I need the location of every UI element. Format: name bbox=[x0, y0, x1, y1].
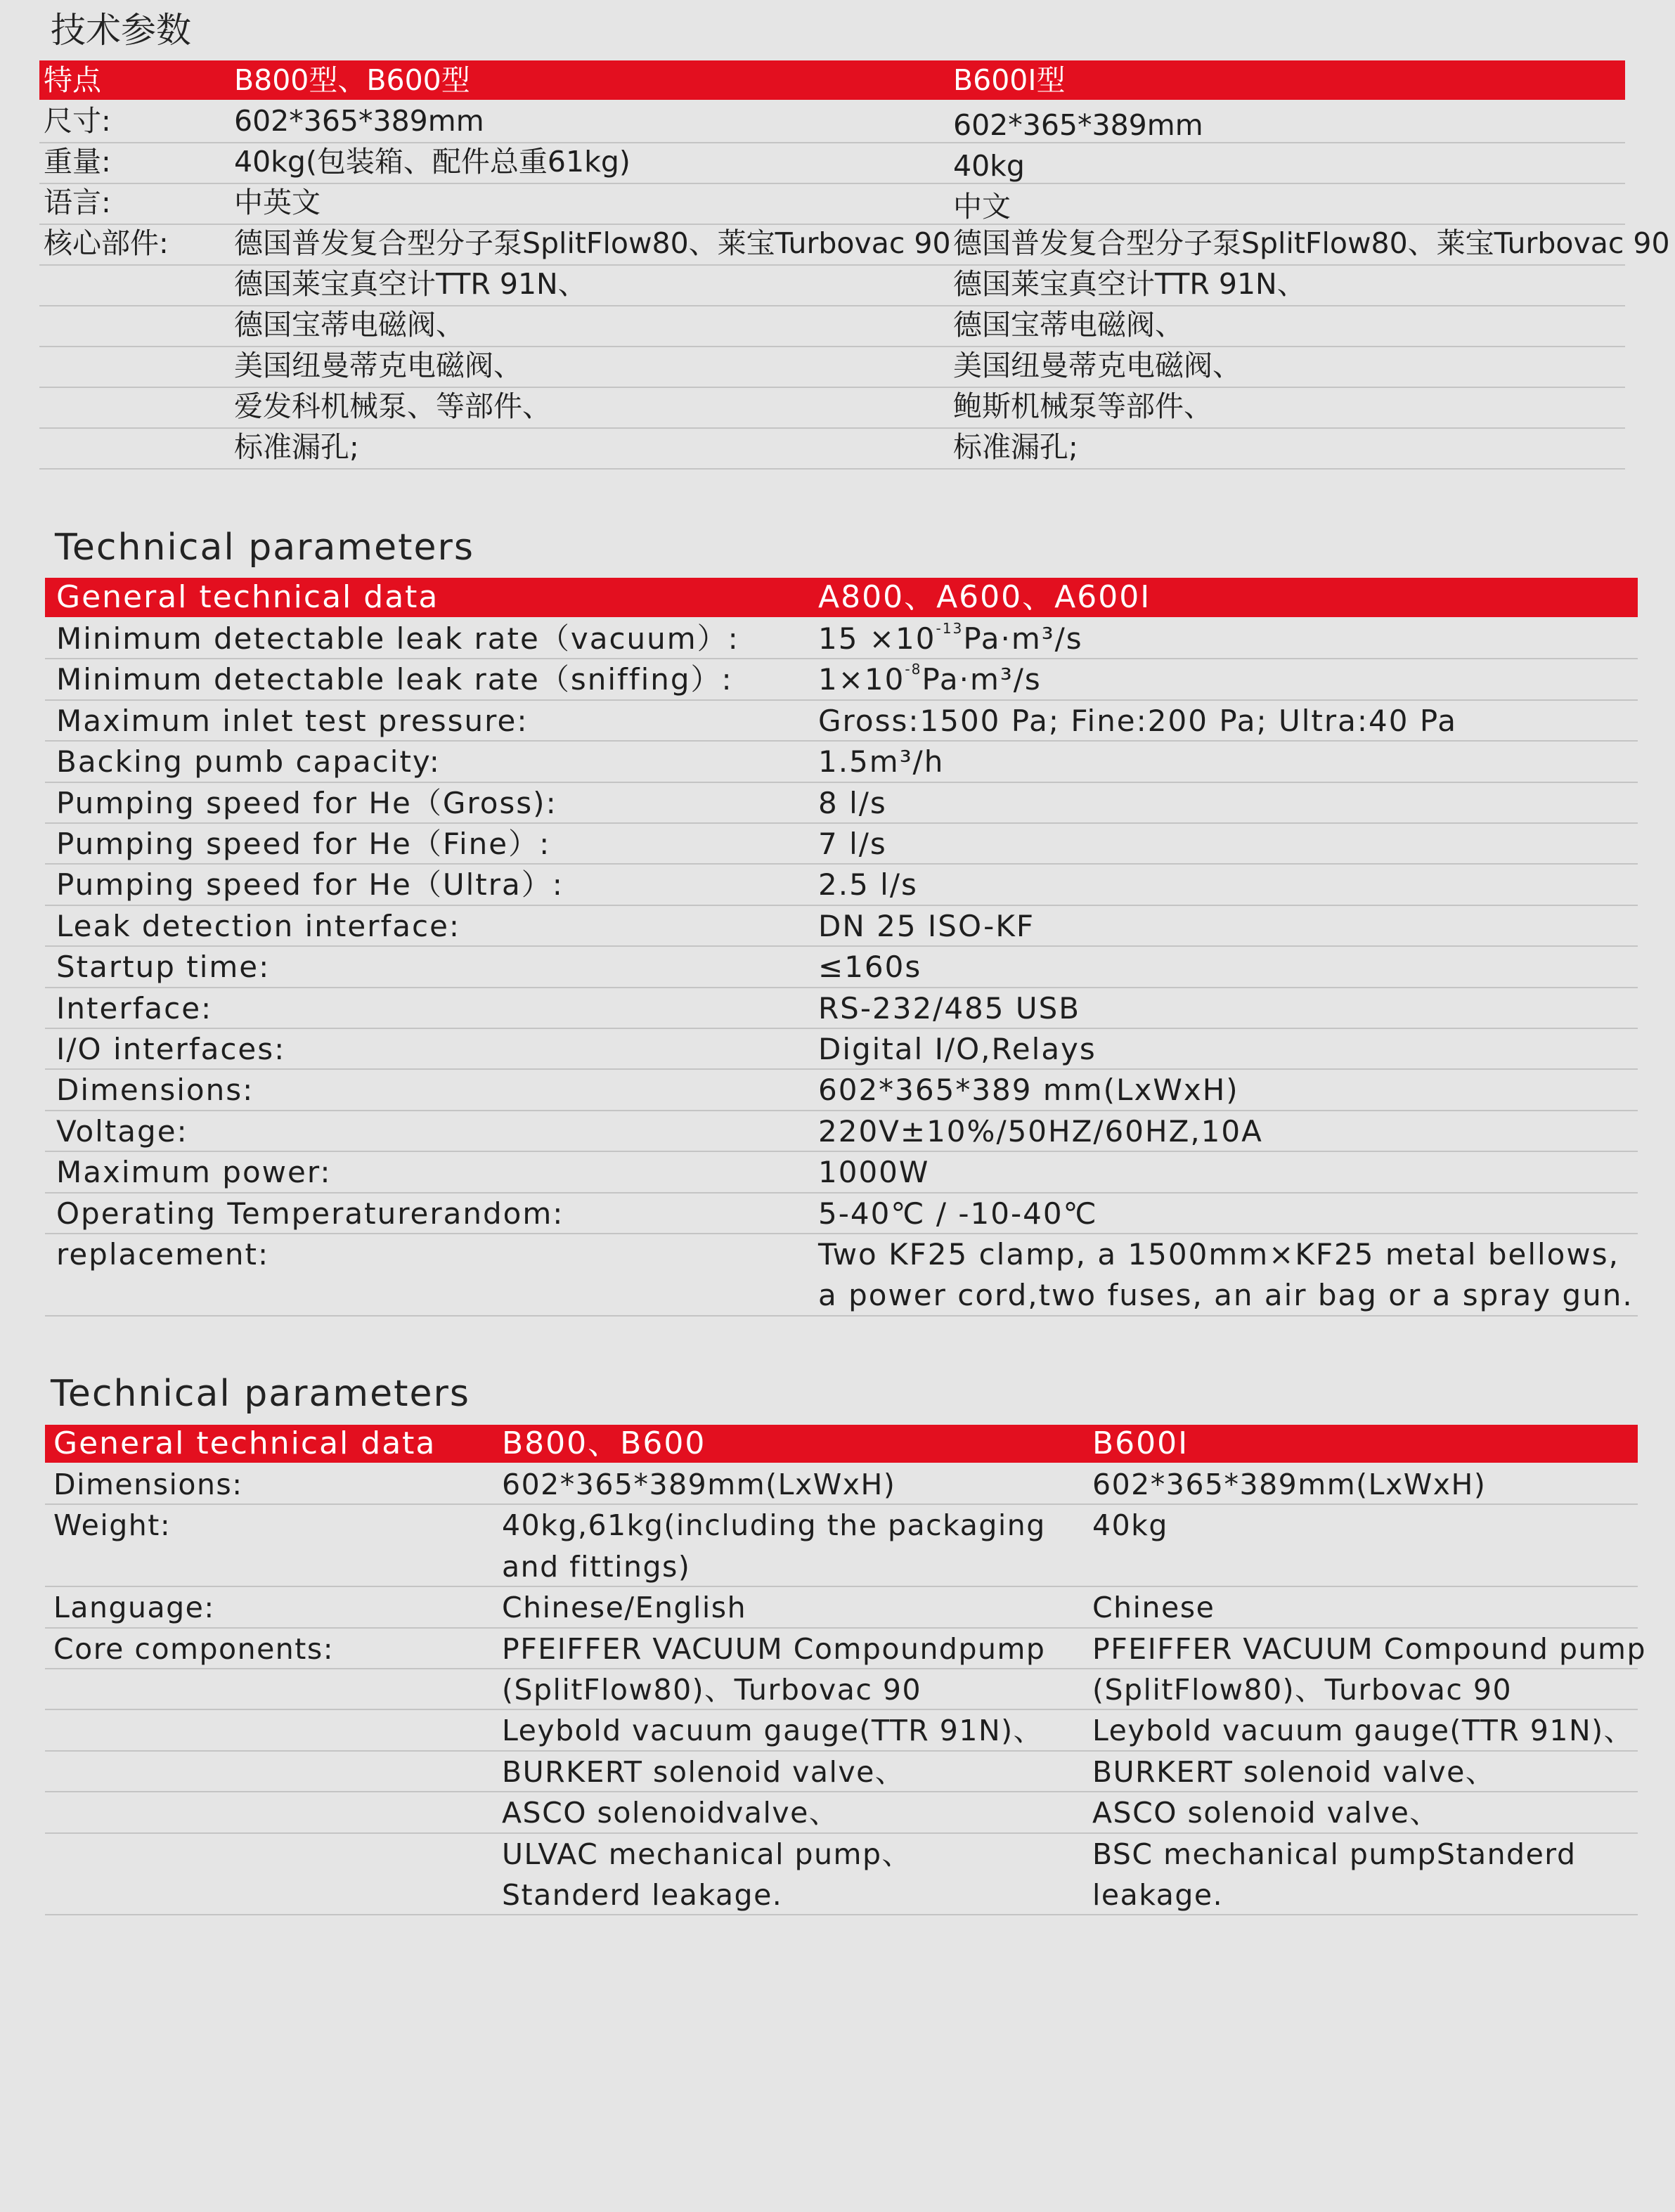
table-row bbox=[45, 1587, 1638, 1628]
value-b600i: 602*365*389mm bbox=[953, 108, 1203, 142]
value-b600i: 40kg bbox=[1092, 1508, 1168, 1543]
table-row bbox=[45, 701, 1638, 742]
row-value: ≤160s bbox=[818, 950, 922, 985]
value-b800-b600: ASCO solenoidvalve、 bbox=[502, 1796, 839, 1830]
table-row bbox=[45, 1111, 1638, 1152]
row-value: $1\times 10^{-8}Pa\cdot m^3/s$ bbox=[818, 661, 1042, 697]
row-label: Minimum detectable leak rate（vacuum）: bbox=[56, 621, 739, 656]
value-b800-b600: 标准漏孔; bbox=[234, 430, 359, 464]
row-value: Two KF25 clamp, a 1500mm×KF25 metal bellows, a power cord,two fuses, an air bag or a spray gun. bbox=[818, 1237, 1634, 1313]
table-row bbox=[39, 388, 1625, 429]
row-label: Maximum power: bbox=[56, 1155, 332, 1190]
table-row bbox=[39, 225, 1670, 266]
table-row bbox=[45, 1234, 1638, 1317]
table-row bbox=[45, 1464, 1638, 1505]
value-b800-b600: PFEIFFER VACUUM Compoundpump bbox=[502, 1631, 1046, 1666]
row-label: 核心部件: bbox=[44, 226, 169, 260]
row-label: Voltage: bbox=[56, 1113, 188, 1149]
table-header bbox=[45, 578, 1638, 617]
value-b600i: 中文 bbox=[953, 190, 1011, 224]
value-b600i: PFEIFFER VACUUM Compound pump bbox=[1092, 1631, 1646, 1666]
row-label: Operating Temperaturerandom: bbox=[56, 1196, 564, 1231]
row-label: 尺寸: bbox=[44, 104, 111, 138]
value-b800-b600: 美国纽曼蒂克电磁阀、 bbox=[234, 349, 522, 382]
value-b600i: 美国纽曼蒂克电磁阀、 bbox=[953, 349, 1241, 382]
value-b800-b600: 爱发科机械泵、等部件、 bbox=[234, 389, 551, 423]
row-label: Pumping speed for He（Fine）: bbox=[56, 827, 551, 861]
value-b800-b600: Chinese/English bbox=[502, 1591, 747, 1625]
value-b600i: 德国莱宝真空计TTR 91N、 bbox=[953, 267, 1306, 301]
table-row bbox=[45, 865, 1638, 905]
row-value: 8 l/s bbox=[818, 785, 887, 820]
table-row bbox=[39, 184, 1625, 225]
table-row bbox=[45, 1505, 1638, 1587]
section-title-b-series: Technical parameters bbox=[51, 1373, 470, 1415]
value-b800-b600: 40kg(包装箱、配件总重61kg) bbox=[234, 145, 630, 179]
header-model-b600i: B600I bbox=[1092, 1425, 1189, 1461]
row-label: Language: bbox=[53, 1591, 215, 1625]
row-label: Interface: bbox=[56, 990, 213, 1026]
section-title-general: Technical parameters bbox=[55, 526, 474, 569]
header-model-b600i: B600I型 bbox=[953, 63, 1066, 97]
header-model-b800-b600: B800、B600 bbox=[502, 1425, 706, 1461]
table-row bbox=[45, 1834, 1638, 1916]
table-row bbox=[45, 824, 1638, 865]
exponent: -13 bbox=[936, 619, 964, 637]
row-value: Digital I/O,Relays bbox=[818, 1032, 1097, 1066]
row-value: 1000W bbox=[818, 1155, 930, 1190]
value-b600i: ASCO solenoid valve、 bbox=[1092, 1796, 1440, 1830]
table-row bbox=[39, 306, 1625, 347]
section-title-cn: 技术参数 bbox=[51, 10, 191, 51]
value-b600i: 德国宝蒂电磁阀、 bbox=[953, 308, 1184, 342]
table-row bbox=[45, 947, 1638, 988]
exponent: -8 bbox=[905, 661, 922, 678]
value-b600i: 602*365*389mm(LxWxH) bbox=[1092, 1468, 1487, 1501]
row-value: DN 25 ISO-KF bbox=[818, 908, 1035, 943]
row-label: I/O interfaces: bbox=[56, 1032, 286, 1066]
row-label: Minimum detectable leak rate（sniffing）: bbox=[56, 662, 733, 697]
value-b800-b600: 40kg,61kg(including the packaging and fittings) bbox=[502, 1508, 1046, 1584]
row-label: Pumping speed for He（Ultra）: bbox=[56, 867, 564, 903]
table-row bbox=[45, 1710, 1638, 1751]
value-b600i: 德国普发复合型分子泵SplitFlow80、莱宝Turbovac 90 bbox=[953, 226, 1670, 260]
row-value: 5-40℃ / -10-40℃ bbox=[818, 1196, 1098, 1231]
table-row bbox=[45, 1792, 1638, 1833]
table-header bbox=[39, 60, 1625, 100]
table-row bbox=[45, 659, 1638, 700]
table-row bbox=[45, 988, 1638, 1029]
value-b800-b600: 602*365*389mm bbox=[234, 104, 484, 138]
table-row bbox=[39, 347, 1625, 388]
header-general-data: General technical data bbox=[56, 579, 439, 615]
table-row bbox=[45, 1669, 1638, 1710]
header-models-a: A800、A600、A600I bbox=[818, 579, 1151, 615]
row-label: Maximum inlet test pressure: bbox=[56, 703, 529, 738]
row-label: Dimensions: bbox=[56, 1073, 254, 1108]
row-value: 2.5 l/s bbox=[818, 867, 918, 903]
table-row bbox=[45, 906, 1638, 947]
table-row bbox=[39, 143, 1625, 184]
table-row bbox=[39, 103, 1625, 143]
row-label: Weight: bbox=[53, 1508, 172, 1543]
table-row bbox=[45, 619, 1638, 659]
table-row bbox=[39, 266, 1625, 306]
value-b600i: (SplitFlow80)、Turbovac 90 bbox=[1092, 1673, 1513, 1707]
value-b800-b600: 中英文 bbox=[234, 186, 321, 219]
table-row bbox=[45, 1194, 1638, 1234]
row-label: Startup time: bbox=[56, 950, 271, 985]
value-b800-b600: 德国宝蒂电磁阀、 bbox=[234, 308, 465, 342]
row-value: RS-232/485 USB bbox=[818, 990, 1081, 1026]
row-label: Leak detection interface: bbox=[56, 908, 461, 943]
row-label: 重量: bbox=[44, 145, 111, 179]
value-b800-b600: 602*365*389mm(LxWxH) bbox=[502, 1468, 896, 1501]
row-label: Core components: bbox=[53, 1631, 335, 1666]
value-b600i: BURKERT solenoid valve、 bbox=[1092, 1754, 1496, 1789]
table-row bbox=[45, 742, 1638, 782]
table-row bbox=[39, 429, 1625, 470]
value-b600i: 40kg bbox=[953, 149, 1025, 183]
row-value: 602*365*389 mm(LxWxH) bbox=[818, 1073, 1239, 1108]
table-row bbox=[45, 1629, 1646, 1669]
header-general-data: General technical data bbox=[53, 1425, 436, 1461]
table-row bbox=[45, 1029, 1638, 1070]
table-row bbox=[45, 1152, 1638, 1193]
value-b800-b600: Leybold vacuum gauge(TTR 91N)、 bbox=[502, 1714, 1044, 1748]
row-value: Gross:1500 Pa; Fine:200 Pa; Ultra:40 Pa bbox=[818, 703, 1457, 738]
value-b800-b600: 德国普发复合型分子泵SplitFlow80、莱宝Turbovac 90 bbox=[234, 226, 951, 260]
value-b600i: Chinese bbox=[1092, 1591, 1215, 1625]
value-b600i: 鲍斯机械泵等部件、 bbox=[953, 389, 1212, 423]
value-b800-b600: BURKERT solenoid valve、 bbox=[502, 1754, 905, 1789]
row-value: 1.5m³/h bbox=[818, 744, 945, 780]
value-b600i: 标准漏孔; bbox=[953, 430, 1078, 464]
table-row bbox=[45, 783, 1638, 824]
table-row bbox=[45, 1752, 1638, 1792]
table-header bbox=[45, 1425, 1638, 1463]
value-b800-b600: ULVAC mechanical pump、 Standerd leakage. bbox=[502, 1837, 912, 1912]
row-value: $15 \times 10^{-13}Pa\cdot m^3/s$ bbox=[818, 619, 1083, 656]
row-value: 220V±10%/50HZ/60HZ,10A bbox=[818, 1113, 1263, 1149]
value-b800-b600: 德国莱宝真空计TTR 91N、 bbox=[234, 267, 587, 301]
row-label: 语言: bbox=[44, 186, 111, 219]
value-b600i: Leybold vacuum gauge(TTR 91N)、 bbox=[1092, 1714, 1634, 1748]
row-label: replacement: bbox=[56, 1237, 270, 1272]
row-value: 7 l/s bbox=[818, 827, 887, 861]
value-b600i: BSC mechanical pumpStanderd leakage. bbox=[1092, 1837, 1577, 1912]
value-b800-b600: (SplitFlow80)、Turbovac 90 bbox=[502, 1673, 922, 1707]
table-row bbox=[45, 1070, 1638, 1111]
row-label: Backing pumb capacity: bbox=[56, 744, 441, 780]
header-model-b800-b600: B800型、B600型 bbox=[234, 63, 470, 97]
row-label: Pumping speed for He（Gross): bbox=[56, 785, 557, 820]
row-label: Dimensions: bbox=[53, 1468, 243, 1501]
header-feature: 特点 bbox=[44, 63, 101, 97]
